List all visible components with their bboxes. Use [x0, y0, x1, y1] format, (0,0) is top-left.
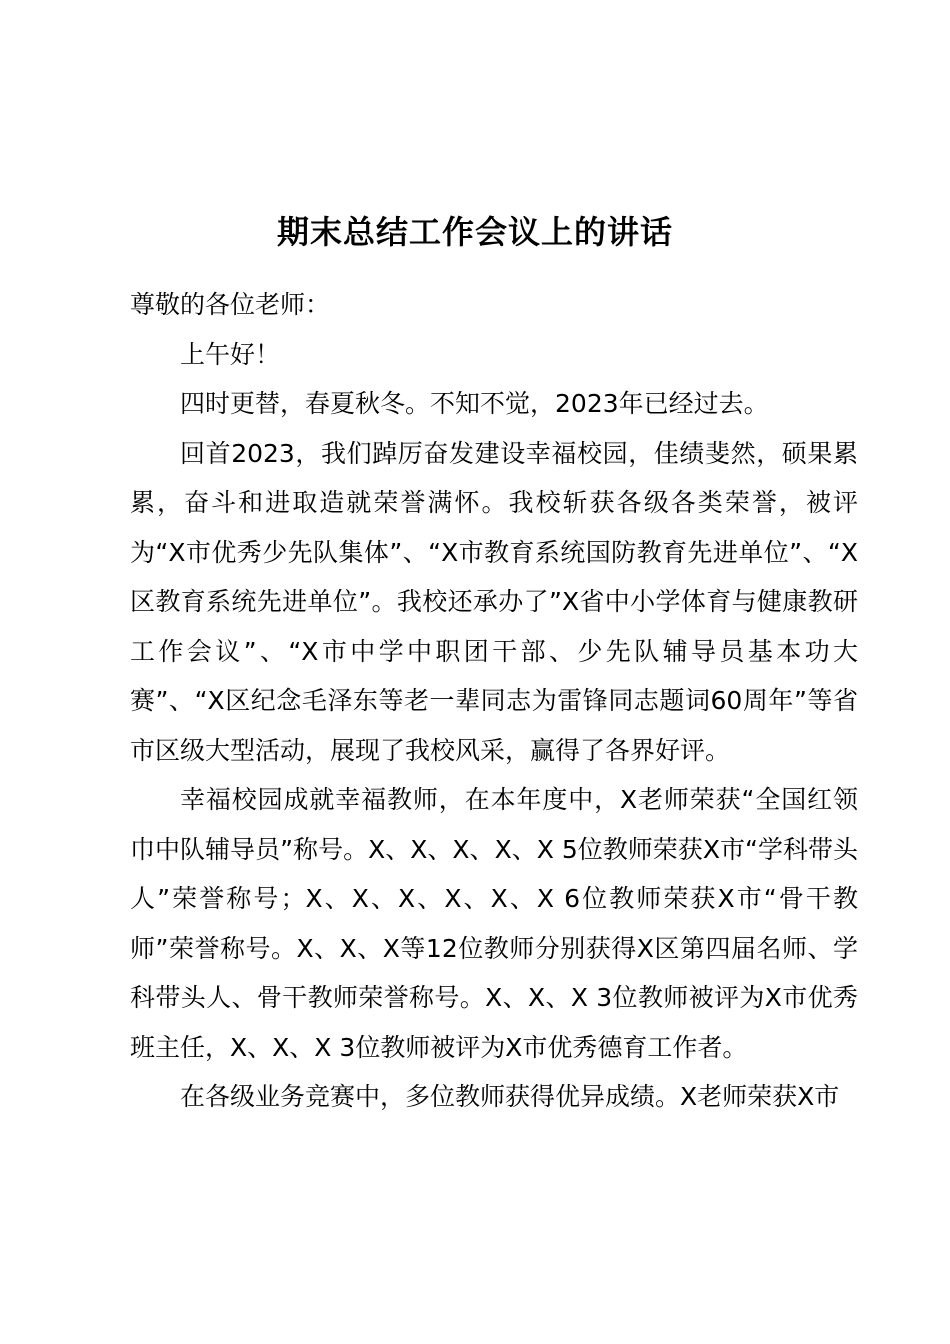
document-title: 期末总结工作会议上的讲话 — [276, 213, 673, 251]
salutation: 尊敬的各位老师： — [130, 290, 331, 319]
paragraph-school-honors: 回首2023，我们踔厉奋发建设幸福校园，佳绩斐然，硕果累累，奋斗和进取造就荣誉满怀。我校斩获各级各类荣誉，被评为“X市优秀少先队集体”、“X市教育系统国防教育先进单位”、“X区教育系统先进单位”。我校还承办了”X省中小学体育与健康教研工作会议”、“X市中学中职团干部、少先队辅导员基本功大赛”、“X区纪念毛泽东等老一辈同志为雷锋同志题词60周年”等省市区级大型活动，展现了我校风采，赢得了各界好评。 — [130, 438, 858, 765]
paragraph-greeting: 上午好！ — [180, 339, 281, 369]
paragraph-intro: 四时更替，春夏秋冬。不知不觉，2023年已经过去。 — [180, 389, 769, 418]
paragraph-teacher-honors: 幸福校园成就幸福教师，在本年度中，X老师荣获“全国红领巾中队辅导员”称号。X、X、X、X、X 5位教师荣获X市“学科带头人”荣誉称号；X、X、X、X、X、X 6位教师荣获X市“骨干教师”荣誉称号。X、X、X等12位教师分别获得X区第四届名师、学科带头人、骨干教师荣誉称号。X、X、X 3位教师被评为X市优秀班主任，X、X、X 3位教师被评为X市优秀德育工作者。 — [130, 785, 858, 1062]
document-body — [130, 280, 858, 1122]
paragraph-competitions: 在各级业务竞赛中，多位教师获得优异成绩。X老师荣获X市 — [180, 1082, 840, 1111]
